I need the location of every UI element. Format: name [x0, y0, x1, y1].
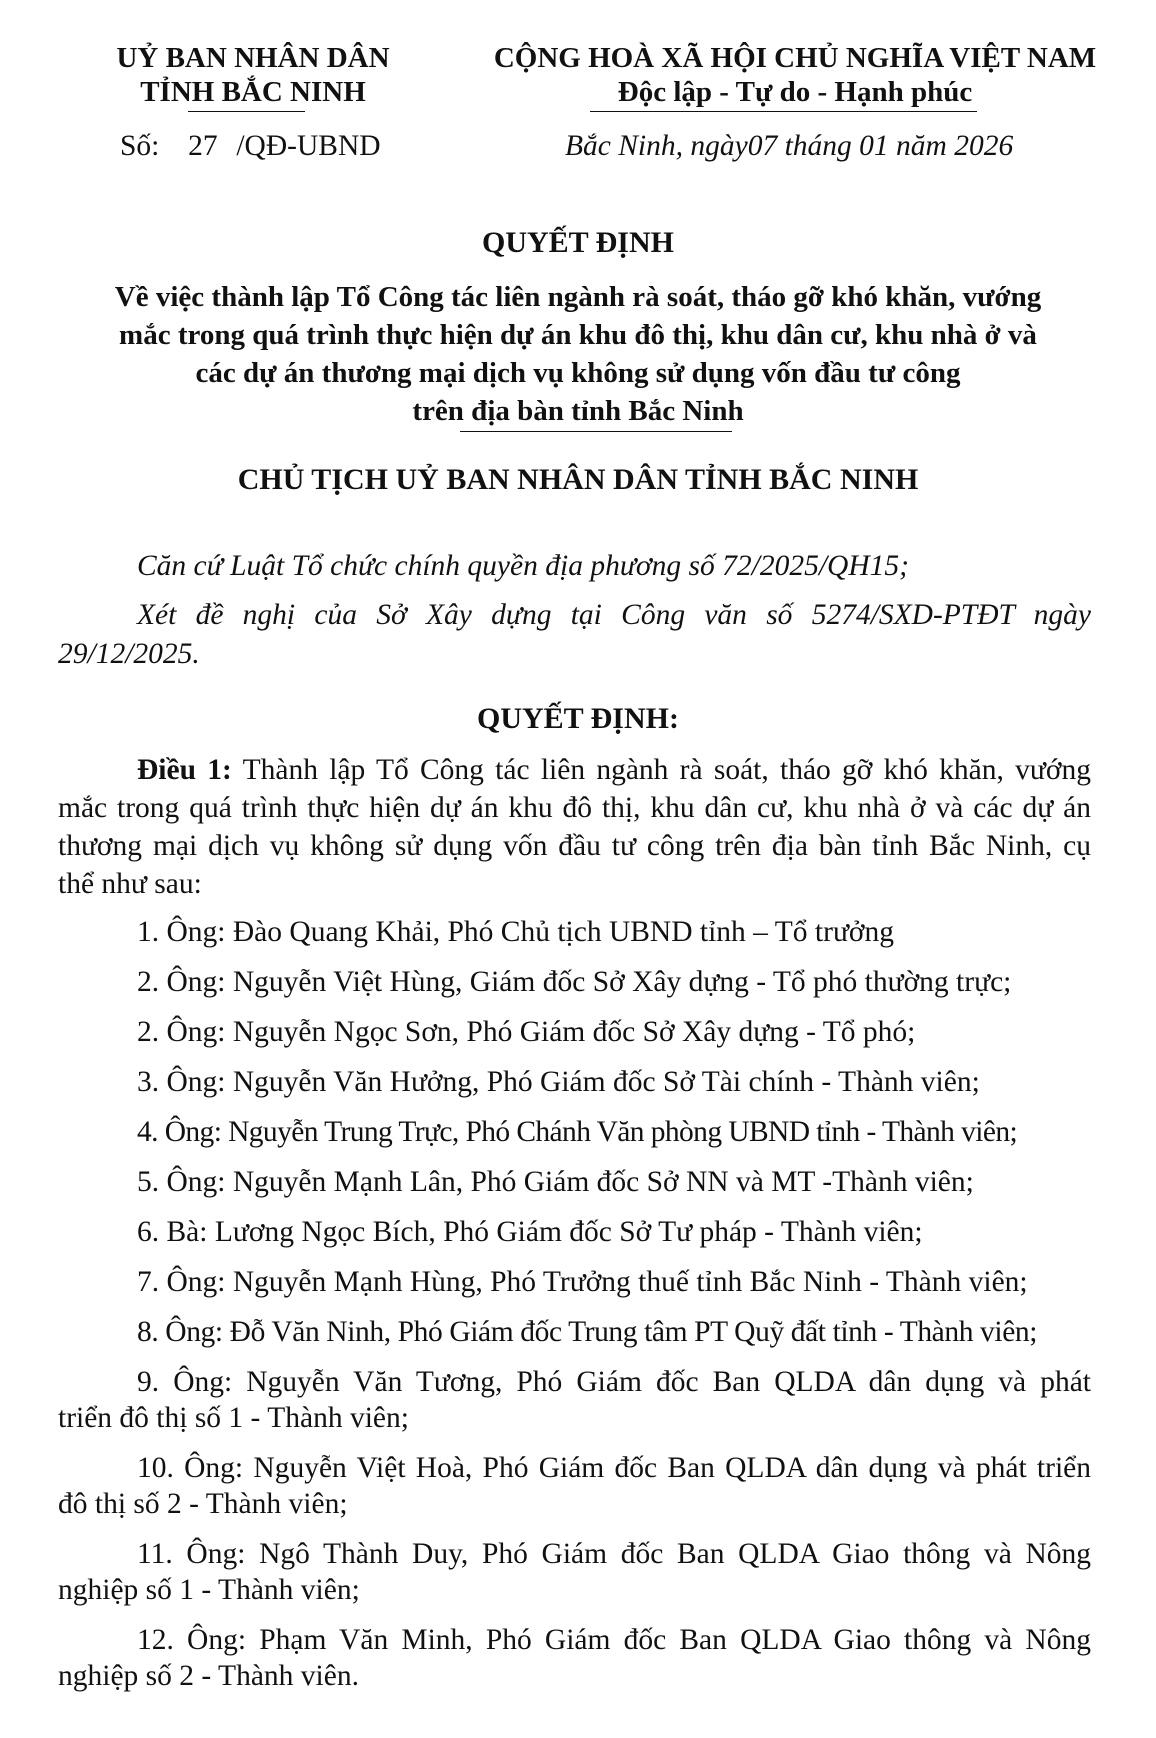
document-number: [120, 128, 381, 164]
national-motto: Độc lập - Tự do - Hạnh phúc: [617, 76, 973, 108]
issuer-heading: CHỦ TỊCH UỶ BAN NHÂN DÂN TỈNH BẮC NINH: [237, 463, 919, 496]
member-item-5: 4. Ông: Nguyễn Trung Trực, Phó Chánh Văn phòng UBND tỉnh - Thành viên;: [137, 1116, 1018, 1148]
member-item-3: 2. Ông: Nguyễn Ngọc Sơn, Phó Giám đốc Sở Xây dựng - Tổ phó;: [137, 1016, 916, 1048]
issue-date-rest: tháng 01 năm 2026: [784, 130, 1014, 162]
member-item-10-line1: 9. Ông: Nguyễn Văn Tương, Phó Giám đốc Ban QLDA dân dụng và phát: [137, 1366, 1091, 1398]
subtitle-underline: [460, 431, 732, 432]
member-item-11-line1: 10. Ông: Nguyễn Việt Hoà, Phó Giám đốc Ban QLDA dân dụng và phát triển: [137, 1452, 1091, 1484]
country-name: CỘNG HOÀ XÃ HỘI CHỦ NGHĨA VIỆT NAM: [493, 42, 1097, 74]
article1-label: Điều 1:: [137, 754, 232, 786]
subtitle-line4: trên địa bàn tỉnh Bắc Ninh: [412, 395, 744, 427]
basis-proposal-line2: 29/12/2025.: [58, 638, 200, 670]
member-item-10-line2: triển đô thị số 1 - Thành viên;: [58, 1402, 409, 1434]
member-item-12-line2: nghiệp số 1 - Thành viên;: [58, 1574, 360, 1606]
article1-text-line1: Thành lập Tổ Công tác liên ngành rà soát, tháo gỡ khó khăn, vướng: [242, 754, 1092, 786]
document-number-prefix: Số:: [120, 130, 160, 162]
document-title: QUYẾT ĐỊNH: [482, 226, 674, 259]
member-item-13-line2: nghiệp số 2 - Thành viên.: [58, 1660, 359, 1692]
member-item-6: 5. Ông: Nguyễn Mạnh Lân, Phó Giám đốc Sở NN và MT -Thành viên;: [137, 1166, 974, 1198]
member-item-8: 7. Ông: Nguyễn Mạnh Hùng, Phó Trưởng thuế tỉnh Bắc Ninh - Thành viên;: [137, 1266, 1028, 1298]
article1-line4: thể như sau:: [58, 868, 202, 900]
agency-name-line1: UỶ BAN NHÂN DÂN: [116, 42, 390, 74]
document-number-suffix: /QĐ-UBND: [236, 130, 381, 162]
member-item-9: 8. Ông: Đỗ Văn Ninh, Phó Giám đốc Trung tâm PT Quỹ đất tỉnh - Thành viên;: [137, 1316, 1038, 1348]
subtitle-line1: Về việc thành lập Tổ Công tác liên ngành rà soát, tháo gỡ khó khăn, vướng: [114, 281, 1042, 313]
subtitle-line2: mắc trong quá trình thực hiện dự án khu đô thị, khu dân cư, khu nhà ở và: [119, 319, 1037, 351]
member-item-11-line2: đô thị số 2 - Thành viên;: [58, 1488, 348, 1520]
member-item-12-line1: 11. Ông: Ngô Thành Duy, Phó Giám đốc Ban QLDA Giao thông và Nông: [137, 1538, 1091, 1570]
decision-heading: QUYẾT ĐỊNH:: [477, 702, 679, 735]
issue-date: [565, 128, 1013, 164]
agency-underline: [188, 111, 305, 112]
issue-date-prefix: Bắc Ninh, ngày: [565, 130, 748, 162]
member-item-13-line1: 12. Ông: Phạm Văn Minh, Phó Giám đốc Ban QLDA Giao thông và Nông: [137, 1624, 1091, 1656]
article1-line2: mắc trong quá trình thực hiện dự án khu đô thị, khu dân cư, khu nhà ở và các dự án: [58, 792, 1091, 824]
agency-name-line2: TỈNH BẮC NINH: [140, 76, 366, 108]
member-item-1: 1. Ông: Đào Quang Khải, Phó Chủ tịch UBND tỉnh – Tổ trưởng: [137, 916, 895, 948]
member-item-7: 6. Bà: Lương Ngọc Bích, Phó Giám đốc Sở Tư pháp - Thành viên;: [137, 1216, 923, 1248]
issue-date-day: 07: [747, 130, 778, 162]
member-item-4: 3. Ông: Nguyễn Văn Hưởng, Phó Giám đốc Sở Tài chính - Thành viên;: [137, 1066, 980, 1098]
member-item-2: 2. Ông: Nguyễn Việt Hùng, Giám đốc Sở Xây dựng - Tổ phó thường trực;: [137, 966, 1012, 998]
motto-underline: [590, 111, 977, 112]
article1-line3: thương mại dịch vụ không sử dụng vốn đầu tư công trên địa bàn tỉnh Bắc Ninh, cụ: [58, 830, 1091, 862]
basis-law: Căn cứ Luật Tổ chức chính quyền địa phương số 72/2025/QH15;: [137, 550, 909, 582]
basis-proposal-line1: Xét đề nghị của Sở Xây dựng tại Công văn số 5274/SXD-PTĐT ngày: [137, 599, 1091, 631]
article1-line1: [137, 752, 1091, 788]
document-number-value: 27: [188, 130, 218, 162]
subtitle-line3: các dự án thương mại dịch vụ không sử dụng vốn đầu tư công: [195, 357, 961, 389]
